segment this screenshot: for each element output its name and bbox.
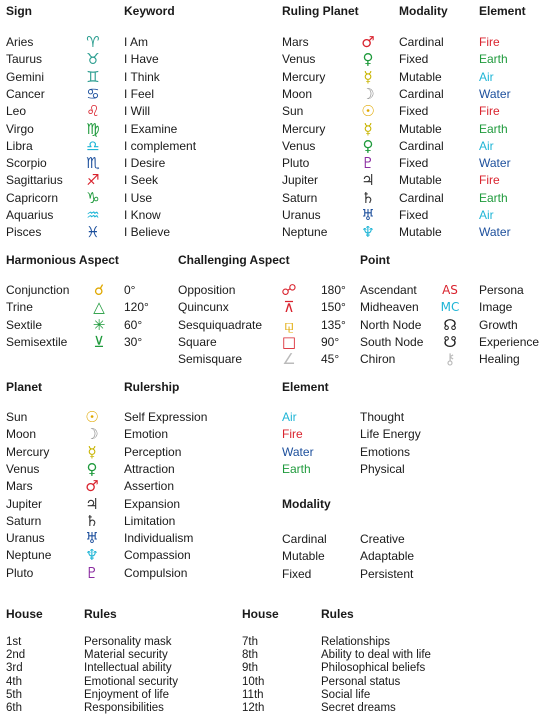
point-glyph-icon: AS (442, 283, 458, 297)
point-meaning: Persona (479, 283, 524, 297)
sign-keyword: I Use (124, 190, 153, 205)
sign-keyword: I Seek (124, 173, 159, 188)
planet-rulership: Expansion (124, 496, 181, 511)
point-name: South Node (360, 334, 424, 349)
ruling-planet: Mercury (282, 121, 326, 136)
sign-keyword: I Believe (124, 225, 171, 240)
planet-glyph-icon: ♄ (85, 511, 99, 530)
sign-element: Earth (479, 121, 508, 136)
harmonious-aspect-header: Harmonious Aspect (6, 253, 119, 267)
aspect-glyph-icon: ☌ (93, 281, 105, 299)
sign-glyph-icon: ♒ (86, 206, 100, 224)
sign-glyph-icon: ♉ (86, 50, 100, 69)
aspect-glyph-icon: ✳ (92, 315, 106, 334)
point-meaning: Experience (479, 334, 540, 349)
planet-glyph-icon: ♀ (86, 459, 98, 478)
house-rule: Emotional security (84, 675, 178, 688)
modality-meaning-header: Modality (282, 497, 331, 511)
planet-name: Mars (6, 479, 33, 494)
house-rule: Social life (321, 688, 371, 701)
house-rule: Philosophical beliefs (321, 662, 426, 675)
challenging-aspect-name: Opposition (178, 283, 236, 297)
aspect-degrees: 150° (321, 300, 346, 315)
house-number: 4th (6, 675, 22, 688)
ruling-planet: Jupiter (282, 173, 319, 188)
point-glyph-icon: ☋ (443, 332, 457, 351)
planet-name: Moon (6, 427, 37, 442)
aspect-glyph-icon: ⊼ (283, 298, 295, 317)
ruling-planet: Venus (282, 52, 316, 67)
planet-glyph-icon: ♅ (85, 529, 99, 548)
point-meaning: Growth (479, 317, 518, 332)
planet-rulership: Emotion (124, 427, 169, 442)
house-number: 8th (242, 649, 258, 662)
planet-glyph-icon: ☿ (363, 67, 373, 86)
element-name: Earth (282, 461, 311, 476)
house-number: 9th (242, 662, 258, 675)
sign-keyword: I Desire (124, 156, 166, 171)
point-glyph-icon: ☊ (443, 315, 457, 334)
element-header: Element (479, 4, 526, 18)
sign-modality: Fixed (399, 208, 429, 222)
aspect-degrees: 180° (321, 283, 346, 297)
aspect-degrees: 30° (124, 334, 143, 349)
sign-modality: Fixed (399, 156, 429, 171)
planet-glyph-icon: ♂ (85, 477, 99, 496)
ruling-planet-header: Ruling Planet (282, 4, 359, 18)
sign-name: Capricorn (6, 190, 59, 205)
house-number: 10th (242, 675, 265, 688)
sign-element: Water (479, 156, 511, 171)
sign-modality: Mutable (399, 225, 442, 240)
sign-modality: Cardinal (399, 138, 444, 153)
element-meaning: Thought (360, 410, 405, 424)
planet-name: Venus (6, 461, 40, 476)
harmonious-aspect-name: Sextile (6, 317, 43, 332)
element-meaning: Life Energy (360, 427, 421, 442)
harmonious-aspect-name: Trine (6, 300, 33, 315)
modality-meaning: Creative (360, 532, 405, 546)
sign-glyph-icon: ♏ (86, 154, 100, 173)
planet-glyph-icon: ♄ (361, 188, 375, 207)
sign-element: Air (479, 69, 494, 84)
sign-glyph-icon: ♐ (86, 171, 100, 190)
planet-glyph-icon: ☿ (363, 119, 373, 138)
sign-name: Virgo (6, 121, 34, 136)
modality-name: Fixed (282, 566, 312, 581)
sign-name: Aquarius (6, 208, 54, 222)
sign-header: Sign (6, 4, 32, 18)
rulership-header: Rulership (124, 380, 180, 394)
planet-rulership: Limitation (124, 513, 176, 528)
planet-glyph-icon: ☽ (85, 425, 99, 444)
house-number: 3rd (6, 662, 23, 675)
sign-modality: Fixed (399, 52, 429, 67)
sign-modality: Mutable (399, 173, 442, 188)
sign-modality: Mutable (399, 121, 442, 136)
house-header-left: House (6, 607, 43, 621)
house-number: 7th (242, 636, 258, 648)
aspect-degrees: 0° (124, 283, 136, 297)
sign-element: Earth (479, 190, 508, 205)
ruling-planet: Mars (282, 35, 309, 49)
planet-rulership: Compulsion (124, 565, 188, 580)
planet-name: Mercury (6, 444, 50, 459)
sign-name: Gemini (6, 69, 45, 84)
element-meaning-header: Element (282, 380, 329, 394)
planet-name: Neptune (6, 548, 52, 563)
rules-header-left: Rules (84, 607, 117, 621)
sign-element: Water (479, 86, 511, 101)
house-number: 5th (6, 688, 22, 701)
house-number: 12th (242, 702, 265, 714)
ruling-planet: Neptune (282, 225, 328, 240)
point-name: Chiron (360, 352, 396, 367)
point-glyph-icon: ⚷ (444, 350, 456, 369)
planet-glyph-icon: ♀ (362, 136, 374, 155)
sign-glyph-icon: ♋ (86, 84, 100, 103)
sign-modality: Cardinal (399, 86, 444, 101)
house-number: 1st (6, 636, 22, 648)
aspect-glyph-icon: ☍ (281, 281, 297, 299)
ruling-planet: Mercury (282, 69, 326, 84)
planet-glyph-icon: ☉ (85, 408, 99, 426)
planet-glyph-icon: ♆ (361, 223, 375, 242)
challenging-aspect-name: Sesquiquadrate (178, 317, 263, 332)
sign-glyph-icon: ♊ (86, 67, 100, 86)
planet-name: Sun (6, 410, 28, 424)
modality-header: Modality (399, 4, 448, 18)
sign-glyph-icon: ♎ (86, 136, 100, 155)
sign-name: Taurus (6, 52, 43, 67)
sign-keyword: I Will (124, 104, 150, 119)
house-number: 6th (6, 702, 22, 714)
sign-element: Air (479, 138, 494, 153)
aspect-degrees: 45° (321, 352, 340, 367)
house-number: 11th (242, 688, 264, 701)
planet-glyph-icon: ☿ (87, 442, 97, 461)
sign-keyword: I Know (124, 208, 161, 222)
sign-keyword: I Am (124, 35, 149, 49)
point-header: Point (360, 253, 390, 267)
sign-element: Fire (479, 104, 500, 119)
point-name: North Node (360, 317, 422, 332)
ruling-planet: Sun (282, 104, 304, 119)
house-rule: Enjoyment of life (84, 688, 170, 701)
planet-name: Saturn (6, 513, 42, 528)
aspect-glyph-icon: ⊻ (93, 332, 105, 351)
modality-meaning: Persistent (360, 566, 414, 581)
ruling-planet: Moon (282, 86, 313, 101)
challenging-aspect-name: Quincunx (178, 300, 229, 315)
planet-glyph-icon: ♃ (85, 494, 99, 513)
planet-glyph-icon: ♇ (361, 154, 375, 173)
modality-name: Mutable (282, 549, 325, 564)
sign-name: Sagittarius (6, 173, 63, 188)
house-rule: Material security (84, 649, 168, 662)
modality-meaning: Adaptable (360, 549, 415, 564)
element-name: Air (282, 410, 297, 424)
aspect-degrees: 60° (124, 317, 143, 332)
point-meaning: Healing (479, 352, 520, 367)
sign-element: Fire (479, 173, 500, 188)
planet-rulership: Individualism (124, 531, 194, 546)
aspect-glyph-icon: □ (281, 332, 297, 351)
rules-header-right: Rules (321, 607, 354, 621)
sign-glyph-icon: ♓ (86, 223, 100, 242)
point-name: Ascendant (360, 283, 417, 297)
sign-keyword: I Think (124, 69, 160, 84)
planet-glyph-icon: ♀ (362, 50, 374, 69)
planet-glyph-icon: ☉ (361, 102, 375, 121)
sign-keyword: I complement (124, 138, 197, 153)
house-number: 2nd (6, 649, 26, 662)
aspect-degrees: 120° (124, 300, 149, 315)
aspect-degrees: 135° (321, 317, 346, 332)
planet-rulership: Self Expression (124, 410, 208, 424)
sign-name: Cancer (6, 86, 45, 101)
sign-modality: Fixed (399, 104, 429, 119)
challenging-aspect-name: Semisquare (178, 352, 243, 367)
ruling-planet: Uranus (282, 208, 321, 222)
planet-glyph-icon: ♂ (361, 33, 375, 51)
sign-modality: Cardinal (399, 190, 444, 205)
sign-modality: Cardinal (399, 35, 444, 49)
sign-element: Earth (479, 52, 508, 67)
aspect-glyph-icon: △ (93, 298, 105, 317)
house-rule: Personal status (321, 675, 401, 688)
planet-name: Uranus (6, 531, 45, 546)
planet-rulership: Attraction (124, 461, 175, 476)
planet-name: Jupiter (6, 496, 43, 511)
element-name: Water (282, 444, 314, 459)
ruling-planet: Pluto (282, 156, 310, 171)
element-name: Fire (282, 427, 303, 442)
planet-glyph-icon: ♃ (361, 171, 375, 190)
house-rule: Intellectual ability (84, 662, 172, 675)
sign-glyph-icon: ♍ (86, 119, 100, 138)
sign-element: Water (479, 225, 511, 240)
sign-modality: Mutable (399, 69, 442, 84)
sign-glyph-icon: ♌ (86, 102, 100, 121)
planet-rulership: Perception (124, 444, 182, 459)
house-rule: Responsibilities (84, 702, 164, 714)
sign-element: Fire (479, 35, 500, 49)
house-rule: Relationships (321, 636, 391, 648)
point-meaning: Image (479, 300, 513, 315)
sign-name: Leo (6, 104, 27, 119)
point-name: Midheaven (360, 300, 419, 315)
sign-keyword: I Examine (124, 121, 178, 136)
harmonious-aspect-name: Semisextile (6, 334, 68, 349)
sign-name: Aries (6, 35, 34, 49)
element-meaning: Emotions (360, 444, 411, 459)
challenging-aspect-name: Square (178, 334, 217, 349)
planet-glyph-icon: ♆ (85, 546, 99, 565)
house-header-right: House (242, 607, 279, 621)
sign-name: Pisces (6, 225, 42, 240)
house-rule: Ability to deal with life (321, 649, 431, 662)
sign-keyword: I Feel (124, 86, 155, 101)
harmonious-aspect-name: Conjunction (6, 283, 70, 297)
challenging-aspect-header: Challenging Aspect (178, 253, 290, 267)
planet-rulership: Compassion (124, 548, 191, 563)
house-rule: Personality mask (84, 636, 172, 648)
planet-rulership: Assertion (124, 479, 175, 494)
planet-name: Pluto (6, 565, 34, 580)
planet-glyph-icon: ♇ (85, 563, 99, 582)
sign-keyword: I Have (124, 52, 159, 67)
modality-name: Cardinal (282, 532, 327, 546)
aspect-glyph-icon: ∠ (282, 350, 296, 369)
sign-element: Air (479, 208, 494, 222)
sign-name: Scorpio (6, 156, 47, 171)
aspect-glyph-icon: ⚼ (283, 315, 295, 334)
aspect-degrees: 90° (321, 334, 340, 349)
sign-name: Libra (6, 138, 33, 153)
ruling-planet: Saturn (282, 190, 318, 205)
sign-glyph-icon: ♈ (86, 33, 100, 51)
ruling-planet: Venus (282, 138, 316, 153)
element-meaning: Physical (360, 461, 405, 476)
keyword-header: Keyword (124, 4, 175, 18)
sign-glyph-icon: ♑ (86, 188, 100, 207)
planet-header: Planet (6, 380, 43, 394)
planet-glyph-icon: ♅ (361, 206, 375, 224)
point-glyph-icon: MC (440, 300, 460, 315)
house-rule: Secret dreams (321, 702, 396, 714)
planet-glyph-icon: ☽ (361, 84, 375, 103)
